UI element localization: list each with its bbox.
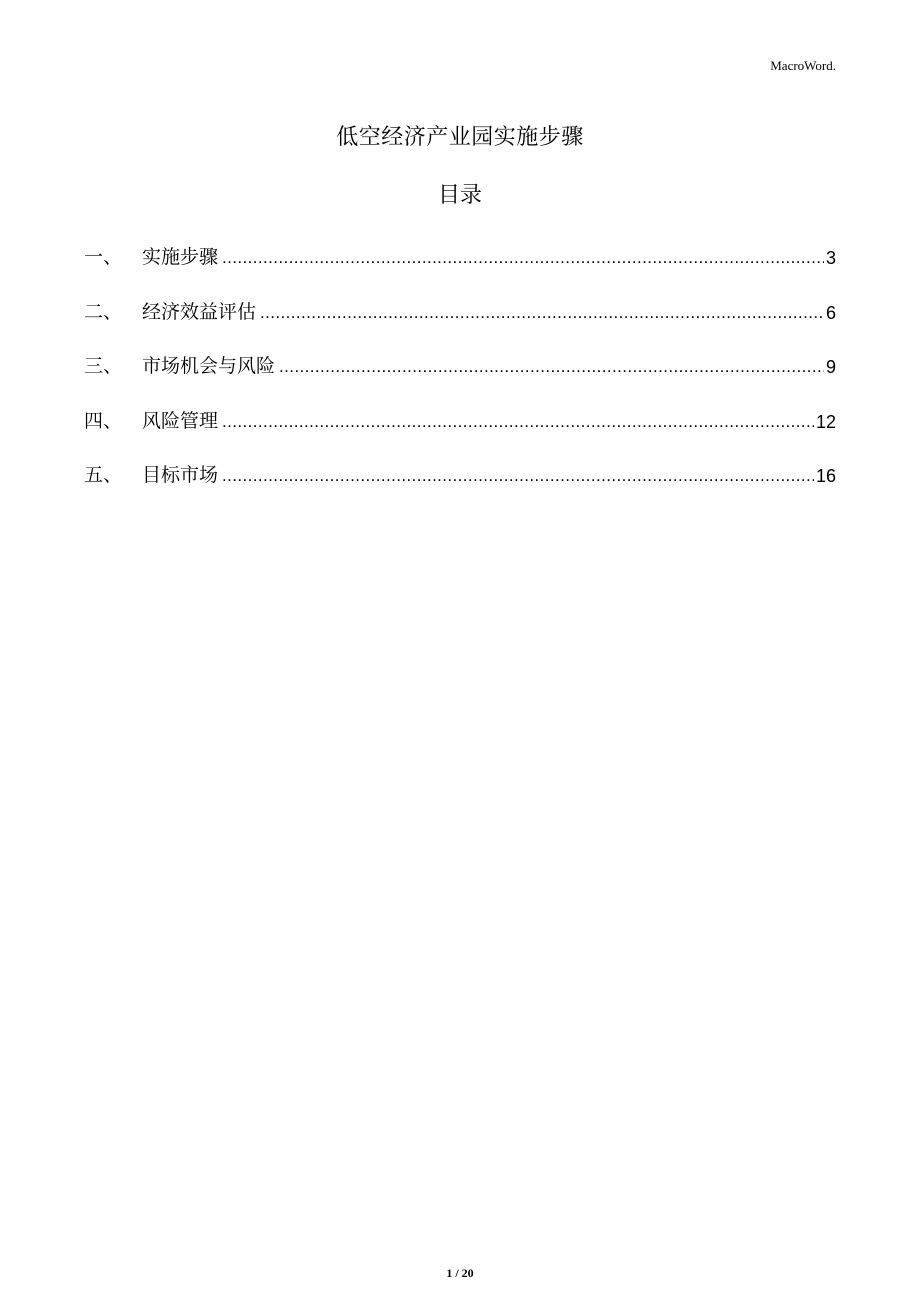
toc-entry-page: 6 bbox=[825, 302, 836, 323]
toc-entry-number: 四、 bbox=[84, 409, 123, 432]
table-of-contents bbox=[84, 233, 836, 506]
toc-entry-number: 一、 bbox=[84, 246, 123, 268]
toc-dot-leader bbox=[222, 411, 814, 433]
toc-entry-page: 3 bbox=[825, 248, 836, 268]
toc-dot-leader bbox=[222, 247, 824, 269]
toc-entry-risk-management[interactable] bbox=[84, 397, 836, 433]
toc-entry-label: 经济效益评估 bbox=[142, 300, 257, 323]
toc-entry-page: 12 bbox=[815, 411, 836, 432]
header-brand: MacroWord. bbox=[770, 58, 836, 73]
toc-dot-leader bbox=[222, 465, 814, 487]
toc-entry-label: 市场机会与风险 bbox=[142, 355, 276, 377]
toc-entry-label: 实施步骤 bbox=[142, 246, 219, 268]
toc-entry-label: 风险管理 bbox=[142, 409, 219, 432]
toc-entry-number: 三、 bbox=[84, 355, 123, 377]
toc-entry-implementation-steps[interactable] bbox=[84, 233, 836, 269]
toc-entry-number: 二、 bbox=[84, 300, 123, 323]
toc-heading: 目录 bbox=[437, 183, 482, 208]
toc-dot-leader bbox=[279, 356, 824, 378]
toc-entry-number: 五、 bbox=[84, 464, 123, 486]
toc-entry-economic-evaluation[interactable] bbox=[84, 288, 836, 324]
toc-entry-page: 9 bbox=[825, 357, 836, 377]
toc-dot-leader bbox=[260, 302, 824, 324]
toc-entry-market-opportunity-risk[interactable] bbox=[84, 342, 836, 378]
toc-entry-page: 16 bbox=[815, 466, 836, 486]
document-title: 低空经济产业园实施步骤 bbox=[336, 125, 584, 150]
toc-entry-label: 目标市场 bbox=[142, 464, 219, 486]
toc-entry-target-market[interactable] bbox=[84, 451, 836, 487]
page-indicator: 1 / 20 bbox=[446, 1266, 474, 1280]
